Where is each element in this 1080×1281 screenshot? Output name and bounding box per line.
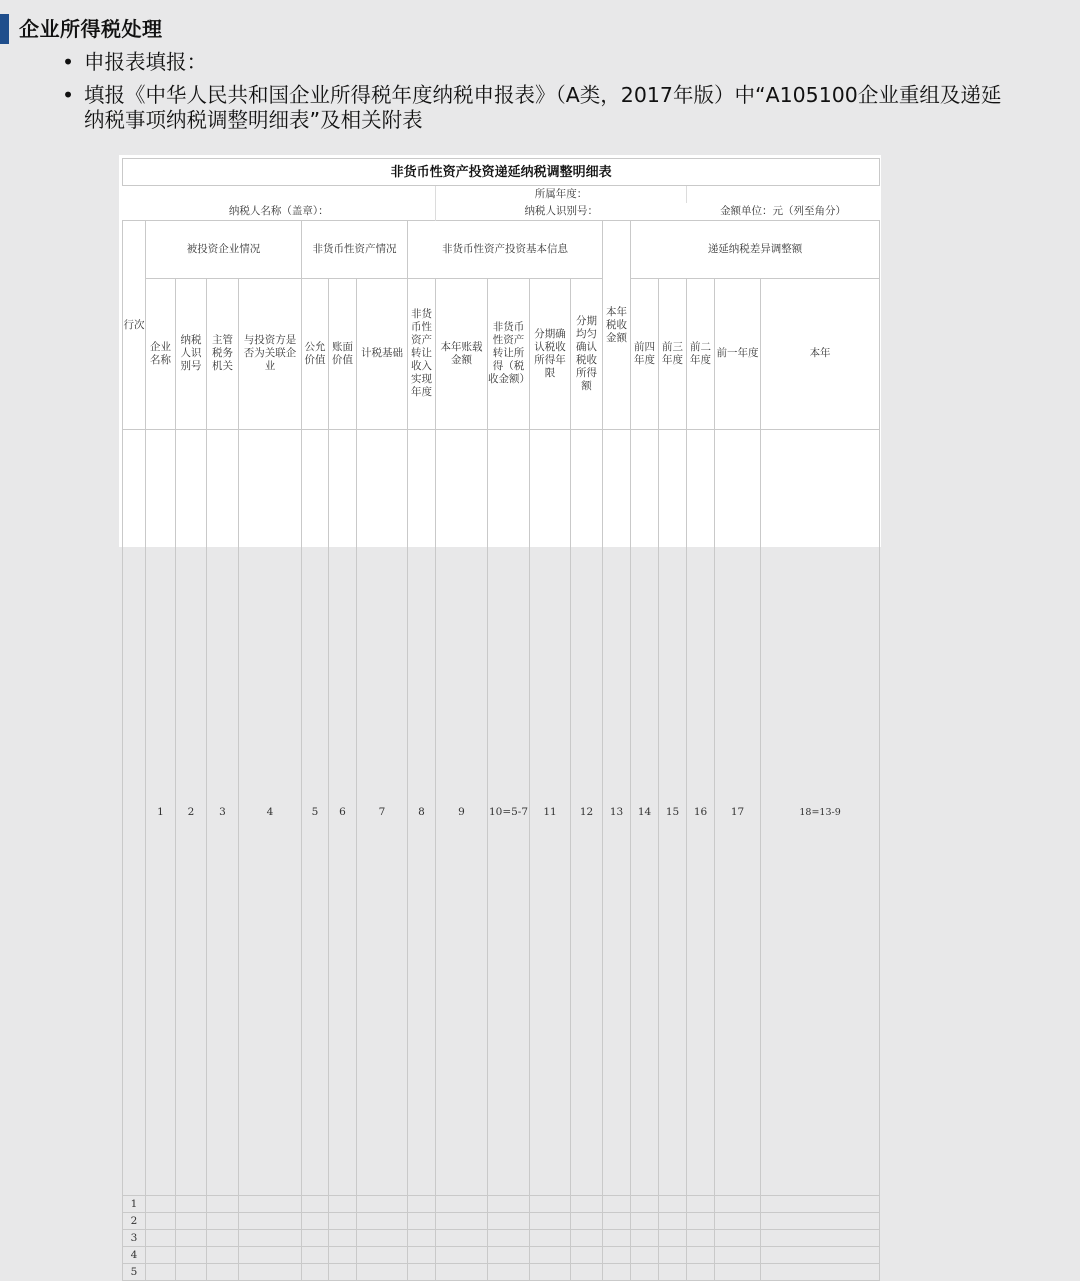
col-index: 9 — [436, 430, 488, 1196]
col-index: 4 — [239, 430, 302, 1196]
related-header: 与投资方是否为关联企业 — [239, 278, 302, 429]
current-year-header: 本年 — [761, 278, 880, 429]
col-index: 15 — [659, 430, 687, 1196]
col-index: 8 — [408, 430, 436, 1196]
tax-authority-header: 主管税务机关 — [207, 278, 239, 429]
col-index: 6 — [329, 430, 357, 1196]
bullet-text: 填报《中华人民共和国企业所得税年度纳税申报表》（A类，2017年版）中“A105100企业重组及递延纳税事项纳税调整明细表”及相关附表 — [84, 83, 1002, 132]
taxpayer-name-label: 纳税人名称（盖章）： — [228, 205, 329, 217]
col-index: 17 — [715, 430, 761, 1196]
index-blank — [123, 430, 146, 1196]
row-number: 3 — [123, 1230, 146, 1247]
col-index: 16 — [687, 430, 715, 1196]
slide-title: 企业所得税处理 — [19, 17, 163, 41]
table-row — [123, 1196, 880, 1213]
bullet-text: 申报表填报： — [84, 50, 207, 74]
row-number: 1 — [123, 1196, 146, 1213]
prev3-header: 前三年度 — [659, 278, 687, 429]
book-value-header: 账面价值 — [329, 278, 357, 429]
form-title: 非货币性资产投资递延纳税调整明细表 — [123, 159, 880, 186]
col-index: 5 — [302, 430, 329, 1196]
tax-basis-header: 计税基础 — [357, 278, 408, 429]
transfer-income-header: 非货币性资产转让所得（税收金额） — [488, 278, 530, 429]
table-row — [123, 1213, 880, 1230]
unit-label: 金额单位：元（列至角分） — [720, 205, 847, 217]
col-index: 12 — [571, 430, 603, 1196]
bullet-item — [58, 50, 1018, 75]
table-row — [123, 1247, 880, 1264]
title-accent-bar — [0, 14, 9, 44]
tax-form-table — [122, 158, 880, 1281]
bullet-marker: • — [62, 50, 75, 74]
prev4-header: 前四年度 — [631, 278, 659, 429]
prev1-header: 前一年度 — [715, 278, 761, 429]
col-index: 2 — [176, 430, 207, 1196]
transfer-year-header: 非货币性资产转让收入实现年度 — [408, 278, 436, 429]
invested-company-header: 被投资企业情况 — [146, 221, 302, 279]
row-number: 5 — [123, 1264, 146, 1281]
installment-years-header: 分期确认税收所得年限 — [530, 278, 571, 429]
row-number: 2 — [123, 1213, 146, 1230]
col-index: 11 — [530, 430, 571, 1196]
current-tax-income-header: 本年税收金额 — [603, 221, 631, 430]
col-index: 1 — [146, 430, 176, 1196]
asset-status-header: 非货币性资产情况 — [302, 221, 408, 279]
row-no-header: 行次 — [123, 221, 146, 430]
company-name-header: 企业名称 — [146, 278, 176, 429]
col-index: 18=13-9 — [761, 430, 880, 1196]
taxpayer-id-header: 纳税人识别号 — [176, 278, 207, 429]
row-number: 4 — [123, 1247, 146, 1264]
col-index: 10=5-7 — [488, 430, 530, 1196]
table-row — [123, 1264, 880, 1281]
installment-amount-header: 分期均匀确认税收所得额 — [571, 278, 603, 429]
bullet-marker: • — [62, 83, 75, 107]
prev2-header: 前二年度 — [687, 278, 715, 429]
bullet-item — [58, 83, 1018, 133]
col-index: 14 — [631, 430, 659, 1196]
taxpayer-id-label: 纳税人识别号： — [436, 203, 687, 221]
tax-form-image — [119, 155, 881, 1278]
basic-info-header: 非货币性资产投资基本信息 — [408, 221, 603, 279]
deferred-adjust-header: 递延纳税差异调整额 — [631, 221, 880, 279]
fair-value-header: 公允价值 — [302, 278, 329, 429]
table-row — [123, 1230, 880, 1247]
current-book-amount-header: 本年账载金额 — [436, 278, 488, 429]
col-index: 3 — [207, 430, 239, 1196]
bullet-list — [58, 50, 1018, 141]
year-label: 所属年度： — [436, 186, 687, 204]
col-index: 13 — [603, 430, 631, 1196]
col-index: 7 — [357, 430, 408, 1196]
